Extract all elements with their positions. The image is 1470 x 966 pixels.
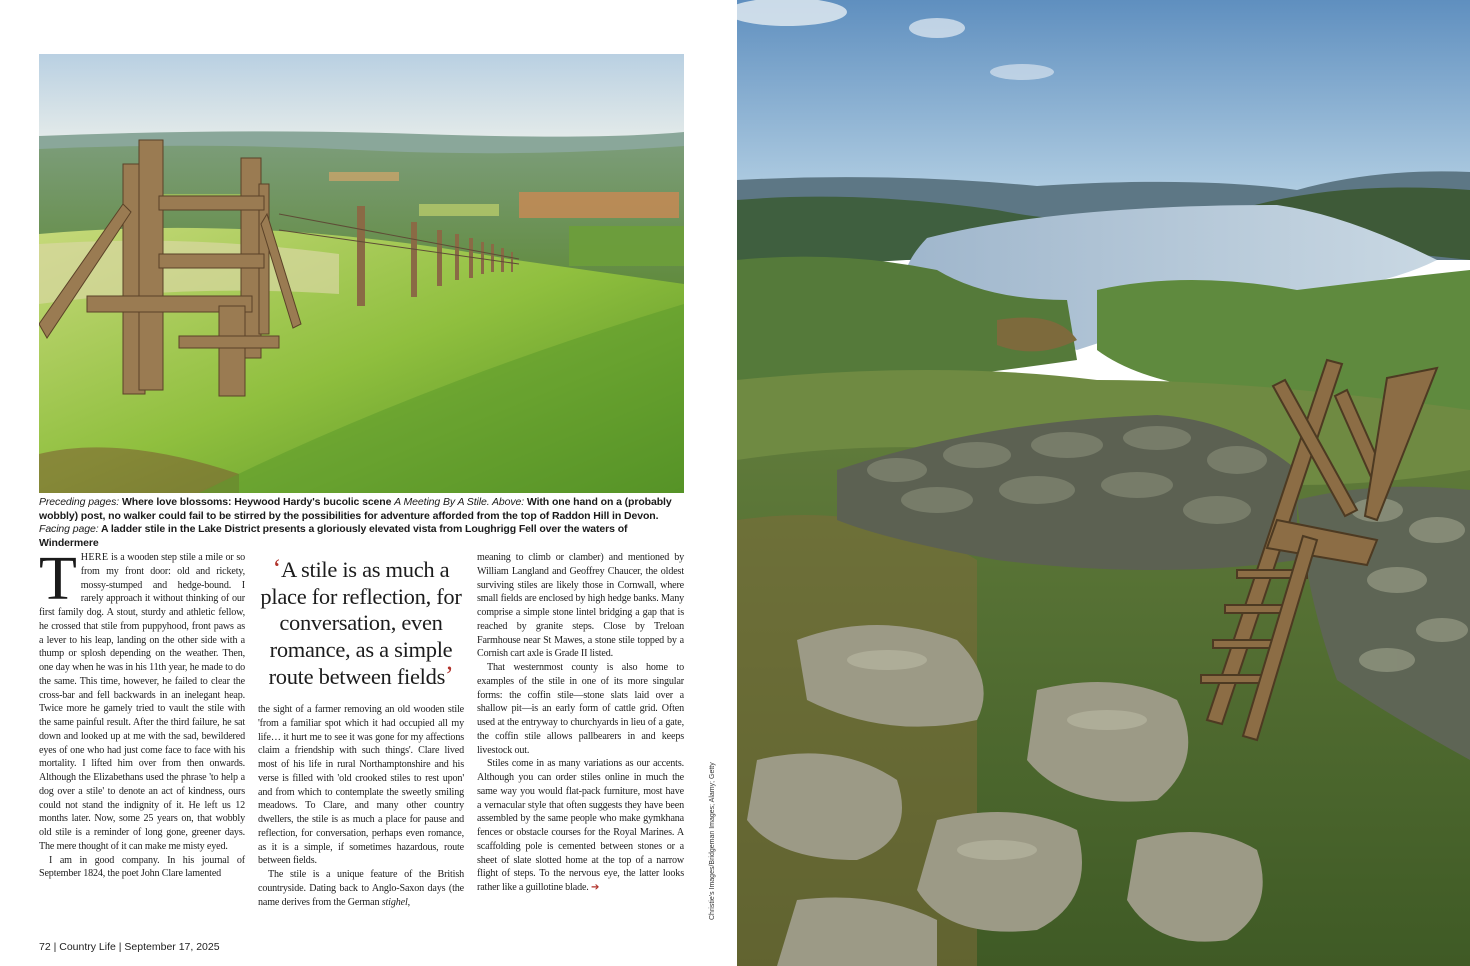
col3-paragraph-2: That westernmost county is also home to examples of the stile in one of its more singular forms: the coffin stile—stone slats laid over a shallow pit—is an early form of cattle grid. Often used at the entryway to churchyards in lieu of a gate, the coffin stile allows pallbearers in and keeps livestock out. [477, 662, 684, 756]
col2-italic-word: stighel [381, 896, 408, 908]
photo-credit: Christie's Images/Bridgeman Images; Alamy; Getty [709, 762, 716, 920]
windermere-illustration [737, 0, 1470, 966]
article-column-1 [39, 545, 245, 881]
page-folio: 72 | Country Life | September 17, 2025 [39, 941, 220, 953]
col1-paragraph-2: I am in good company. In his journal of September 1824, the poet John Clare lamented [39, 854, 245, 880]
col1-paragraph-1: is a wooden step stile a mile or so from my front door: old and rickety, mossy-stumped and hedge-bound. I rarely approach it without thinking of our first family dog. A stout, sturdy and athletic fellow, he crossed that stile from puppyhood, front paws as a lever to his leap, landing on the other side with a thump or splosh depending on the weather. Then, one day when he was in his 11th year, he made to do the same. This time, however, he failed to clear the cross-bar and fell backwards in an inelegant heap. Twice more he gamely tried to vault the stile with the same painful result. After the third failure, he sat down and looked up at me with the sad, bewildered eyes of one who had just come face to face with his mortality. I lifted him over from then onwards. Although the Elizabethans used the phrase 'to help a dog over a stile' to denote an act of kindness, ours could not stand the indignity of it. He left us 12 months later. Now, some 25 years on, that wobbly old stile is a reminder of long gone, greener days. The mere thought of it can make me misty eyed. [39, 552, 245, 852]
drop-cap: T [39, 545, 77, 613]
raddon-hill-stile-photo [39, 54, 684, 493]
pull-quote-open-mark: ‘ [272, 554, 281, 583]
photo-caption [39, 496, 684, 550]
col3-paragraph-1: meaning to climb or clamber) and mentioned by William Langland and Geoffrey Chaucer, the oldest surviving stiles are likely those in Cornwall, where small fields are enclosed by high hedge banks. Many comprise a simple stone lintel bridging a gap that is reached by granite steps. Close by Treloan Farmhouse near St Mawes, a stone stile topped by a Cornish cart axle is Grade II listed. [477, 552, 684, 660]
caption-preceding-text: Where love blossoms: Heywood Hardy's bucolic scene [119, 496, 395, 508]
caption-preceding-label: Preceding pages: [39, 496, 120, 508]
article-paragraph [39, 545, 245, 854]
pull-quote-close-mark: ’ [445, 661, 454, 690]
col2-paragraph-2-a: The stile is a unique feature of the British countryside. Dating back to Anglo-Saxon days (the name derives from the German [258, 869, 464, 908]
caption-facing-text: A ladder stile in the Lake District presents a gloriously elevated vista from Loughrigg Fell over the waters of Windermere [39, 523, 628, 549]
article-column-2 [258, 703, 464, 909]
col3-paragraph-3 [477, 757, 684, 895]
col3-paragraph-3-text: Stiles come in as many variations as our accents. Although you can order stiles online in much the same way you would flat-pack furniture, most have a vernacular style that often suggests they have been assembled by the same people who make gymkhana fences or obstacle courses for the Royal Marines. A scaffolding pole is cemented between stones or a sheet of slate slotted home at the top of a narrow flight of steps. To the nervous eye, the latter looks rather like a guillotine blade. [477, 758, 684, 893]
caption-above-label: . Above: [486, 496, 525, 508]
caption-facing-label: Facing page: [39, 523, 99, 535]
caption-above-text: With one hand on a (probably wobbly) post, no walker could fail to be stirred by the possibilities for adventure afforded from the top of Raddon Hill in Devon. [39, 496, 672, 522]
article-column-3 [477, 551, 684, 895]
col2-paragraph-1: the sight of a farmer removing an old wooden stile 'from a familiar spot which it had occupied all my life… it hurt me to see it was gone for my affections claim a friendship with such things'. Clare lived most of his life in rural Northamptonshire and his verse is filled with 'old crooked stiles to rest upon' and from which to contemplate the sweetly smiling meadows. To Clare, and many other country dwellers, the stile is as much a place for pause and reflection, for conversation, perhaps even romance, as it is a simple, if sometimes hazardous, route between fields. [258, 704, 464, 867]
lead-word: HERE [80, 552, 109, 563]
continue-arrow-icon: ➔ [591, 882, 600, 893]
windermere-ladder-stile-photo [737, 0, 1470, 966]
pull-quote-text: A stile is as much a place for reflection, for conversation, even romance, as a simple route between fields [260, 557, 462, 689]
pull-quote [258, 556, 464, 691]
col2-paragraph-2-b: , [407, 896, 410, 908]
caption-painting-title: A Meeting By A Stile [394, 496, 487, 508]
raddon-hill-illustration [39, 54, 684, 493]
col2-paragraph-2 [258, 868, 464, 909]
